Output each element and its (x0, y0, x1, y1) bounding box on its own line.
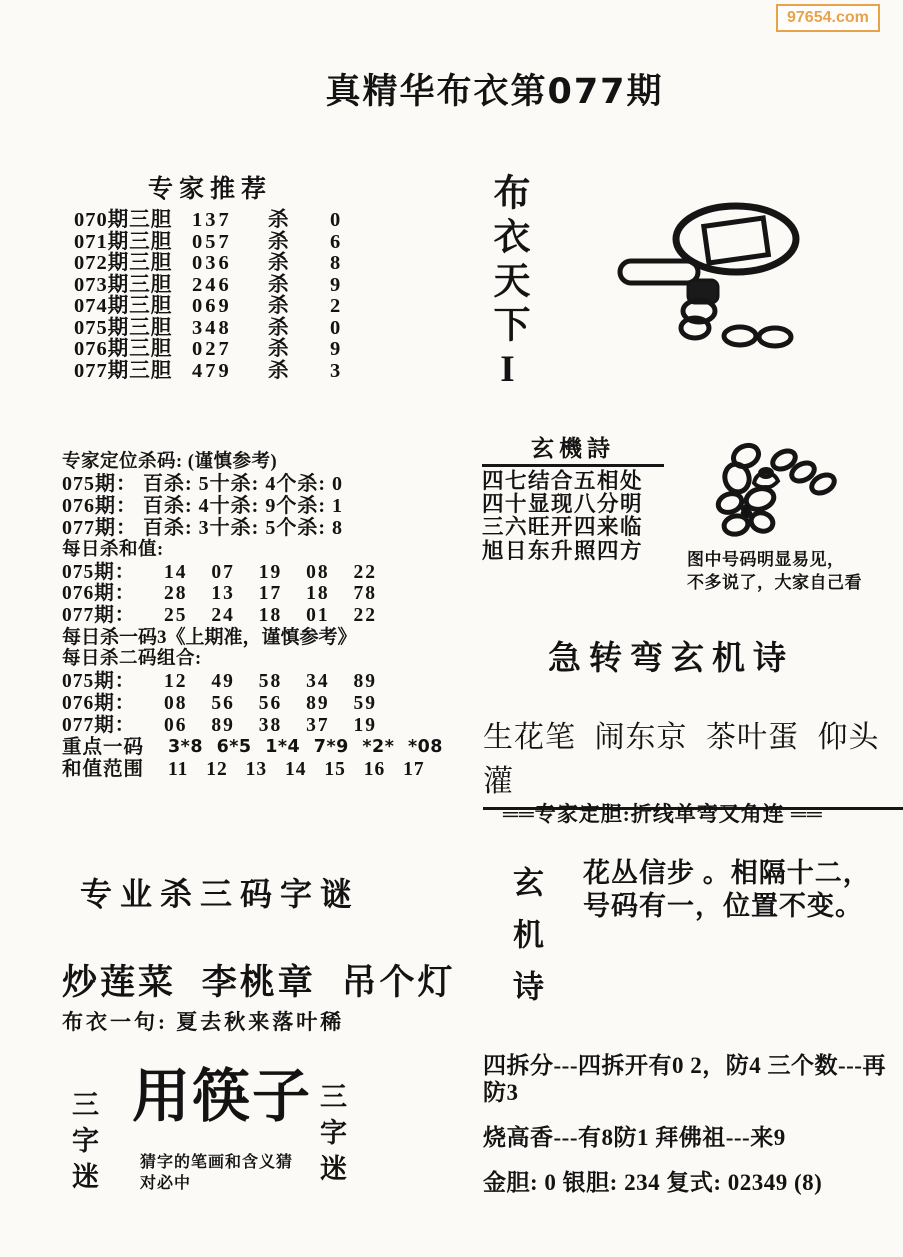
kill-label: 杀 (268, 316, 289, 339)
daily-sum-heading: 每日杀和值: (62, 539, 164, 560)
recommend-row (74, 361, 394, 383)
dan-cell: 036 (192, 252, 232, 274)
kill-value: 0 (330, 209, 341, 231)
key-code-values: 3*8 6*5 1*4 7*9 *2* *08 (168, 736, 443, 757)
expert-recommend-heading: 专家推荐 (148, 176, 273, 203)
position-kill-heading: 专家定位杀码: (谨慎参考) (62, 452, 278, 472)
kill-value: 0 (330, 316, 341, 339)
values-cell: 08 56 56 89 59 (164, 692, 377, 714)
mystic-poem2-vertical-title: 玄机诗 (508, 866, 543, 1022)
kill-value: 9 (330, 273, 341, 296)
poem-line: 四十显现八分明 (482, 492, 644, 517)
daily-one-code-line: 每日杀一码3《上期准，谨慎参考》 (62, 627, 357, 649)
mystic-poem-lines (482, 470, 664, 563)
mystic-poem-title: 玄機詩 (531, 436, 615, 461)
period-cell: 077期三胆 (74, 359, 173, 382)
period-cell: 072期三胆 (74, 252, 173, 274)
prediction-line: 烧高香---有8防1 拜佛祖---来9 (483, 1125, 786, 1150)
dan-cell: 137 (192, 209, 232, 231)
key-code-label: 重点一码 (62, 736, 145, 758)
riddle-answer-notes (140, 1152, 293, 1194)
dan-cell: 348 (192, 316, 232, 339)
two-code-row (62, 693, 452, 715)
period-cell: 075期三胆 (74, 316, 173, 339)
note-line: 猜字的笔画和含义猜 (140, 1154, 294, 1171)
period-cell: 074期三胆 (74, 295, 173, 317)
buyi-sentence: 布衣一句: 夏去秋来落叶稀 (62, 1010, 345, 1034)
kill-sum-section (62, 452, 452, 781)
sketch-caption (687, 549, 862, 594)
kill-label: 杀 (268, 359, 289, 382)
caption-line: 不多说了，大家自己看 (687, 572, 862, 592)
linked-ovals-icon (702, 436, 857, 546)
recommend-row (74, 339, 394, 361)
kill-value: 6 (330, 230, 341, 253)
key-code-line (62, 737, 452, 759)
period-cell: 075期： (62, 561, 136, 583)
sum-range-values: 11 12 13 14 15 16 17 (168, 758, 425, 780)
poem-line: 号码有一，位置不变。 (583, 891, 863, 921)
word-riddle-words: 炒莲菜 李桃章 吊个灯 (62, 963, 456, 1002)
recommend-row (74, 232, 394, 254)
values-cell: 28 13 17 18 78 (164, 583, 377, 605)
values-cell: 06 89 38 37 19 (164, 714, 377, 736)
recommend-row (74, 275, 394, 297)
prediction-line: 四拆分---四拆开有0 2，防4 三个数---再防3 (483, 1053, 886, 1105)
expert-dan-header: ══专家定胆:折线单弯又角连 ══ (503, 802, 823, 826)
note-line: 对必中 (140, 1175, 192, 1192)
kill-value: 8 (330, 252, 341, 274)
kill-label: 杀 (268, 273, 289, 296)
dan-cell: 479 (192, 359, 232, 382)
kill-value: 3 (330, 359, 341, 382)
expert-recommend-table (74, 210, 394, 382)
mystic-poem-section (482, 430, 664, 563)
values-cell: 14 07 19 08 22 (164, 561, 377, 583)
site-watermark: 97654.com (776, 4, 880, 32)
word-riddle-title: 专业杀三码字谜 (80, 876, 361, 912)
two-code-row (62, 715, 452, 737)
period-cell: 073期三胆 (74, 273, 173, 296)
recommend-row (74, 296, 394, 318)
period-cell: 076期三胆 (74, 338, 173, 360)
kill-label: 杀 (268, 338, 289, 360)
buyi-tianxia-vertical-title: 布衣天下I (487, 173, 528, 397)
period-cell: 076期： (62, 692, 136, 714)
dan-cell: 246 (192, 273, 232, 296)
values-cell: 25 24 18 01 22 (164, 605, 377, 627)
daily-sum-row (62, 583, 452, 605)
position-kill-row: 077期： 百杀: 3十杀: 5个杀: 8 (62, 516, 343, 539)
kill-value: 2 (330, 295, 341, 317)
kill-label: 杀 (268, 230, 289, 253)
period-cell: 077期： (62, 605, 136, 627)
coin-with-square-hole-icon (604, 194, 809, 354)
period-cell: 071期三胆 (74, 230, 173, 253)
period-cell: 070期三胆 (74, 209, 173, 231)
kill-label: 杀 (268, 252, 289, 274)
kill-label: 杀 (268, 295, 289, 317)
poem-line: 三六旺开四来临 (482, 515, 644, 540)
two-code-heading: 每日杀二码组合: (62, 649, 202, 670)
position-kill-row: 075期： 百杀: 5十杀: 4个杀: 0 (62, 472, 343, 495)
daily-sum-row (62, 562, 452, 584)
poem-line: 旭日东升照四方 (482, 538, 644, 563)
three-char-riddle-label-right: 三字迷 (316, 1082, 346, 1190)
sharp-turn-poem-words: 生花笔 闹东京 茶叶蛋 仰头灌 (483, 712, 903, 810)
kill-label: 杀 (268, 209, 289, 231)
mystic-poem-title-underline (482, 430, 664, 467)
period-cell: 077期： (62, 714, 136, 736)
recommend-row (74, 210, 394, 232)
sum-range-label: 和值范围 (62, 758, 145, 780)
period-cell: 076期： (62, 583, 136, 605)
poem-line: 花丛信步 。相隔十二， (583, 858, 871, 888)
dan-cell: 057 (192, 230, 232, 253)
caption-line: 图中号码明显易见， (687, 550, 845, 569)
three-char-riddle-label-left: 三字迷 (68, 1090, 98, 1198)
position-kill-row: 076期： 百杀: 4十杀: 9个杀: 1 (62, 494, 343, 517)
sum-range-line (62, 759, 452, 781)
recommend-row (74, 253, 394, 275)
recommend-row (74, 318, 394, 340)
mystic-poem2-text (583, 857, 871, 923)
poem-line: 四七结合五相处 (482, 469, 644, 493)
coin-sketch-drawing (604, 194, 809, 359)
prediction-line: 金胆: 0 银胆: 234 复式: 02349 (8) (483, 1170, 823, 1195)
period-cell: 075期： (62, 671, 136, 693)
values-cell: 12 49 58 34 89 (164, 671, 377, 693)
dan-cell: 069 (192, 295, 232, 317)
two-code-row (62, 671, 452, 693)
dan-cell: 027 (192, 338, 232, 360)
riddle-answer: 用筷子 (132, 1064, 313, 1129)
number-chain-drawing (702, 436, 857, 551)
sharp-turn-poem-title: 急转弯玄机诗 (548, 641, 794, 677)
daily-sum-row (62, 605, 452, 627)
bottom-prediction-section (483, 1052, 903, 1214)
kill-value: 9 (330, 338, 341, 360)
page-title: 真精华布衣第077期 (325, 72, 664, 112)
